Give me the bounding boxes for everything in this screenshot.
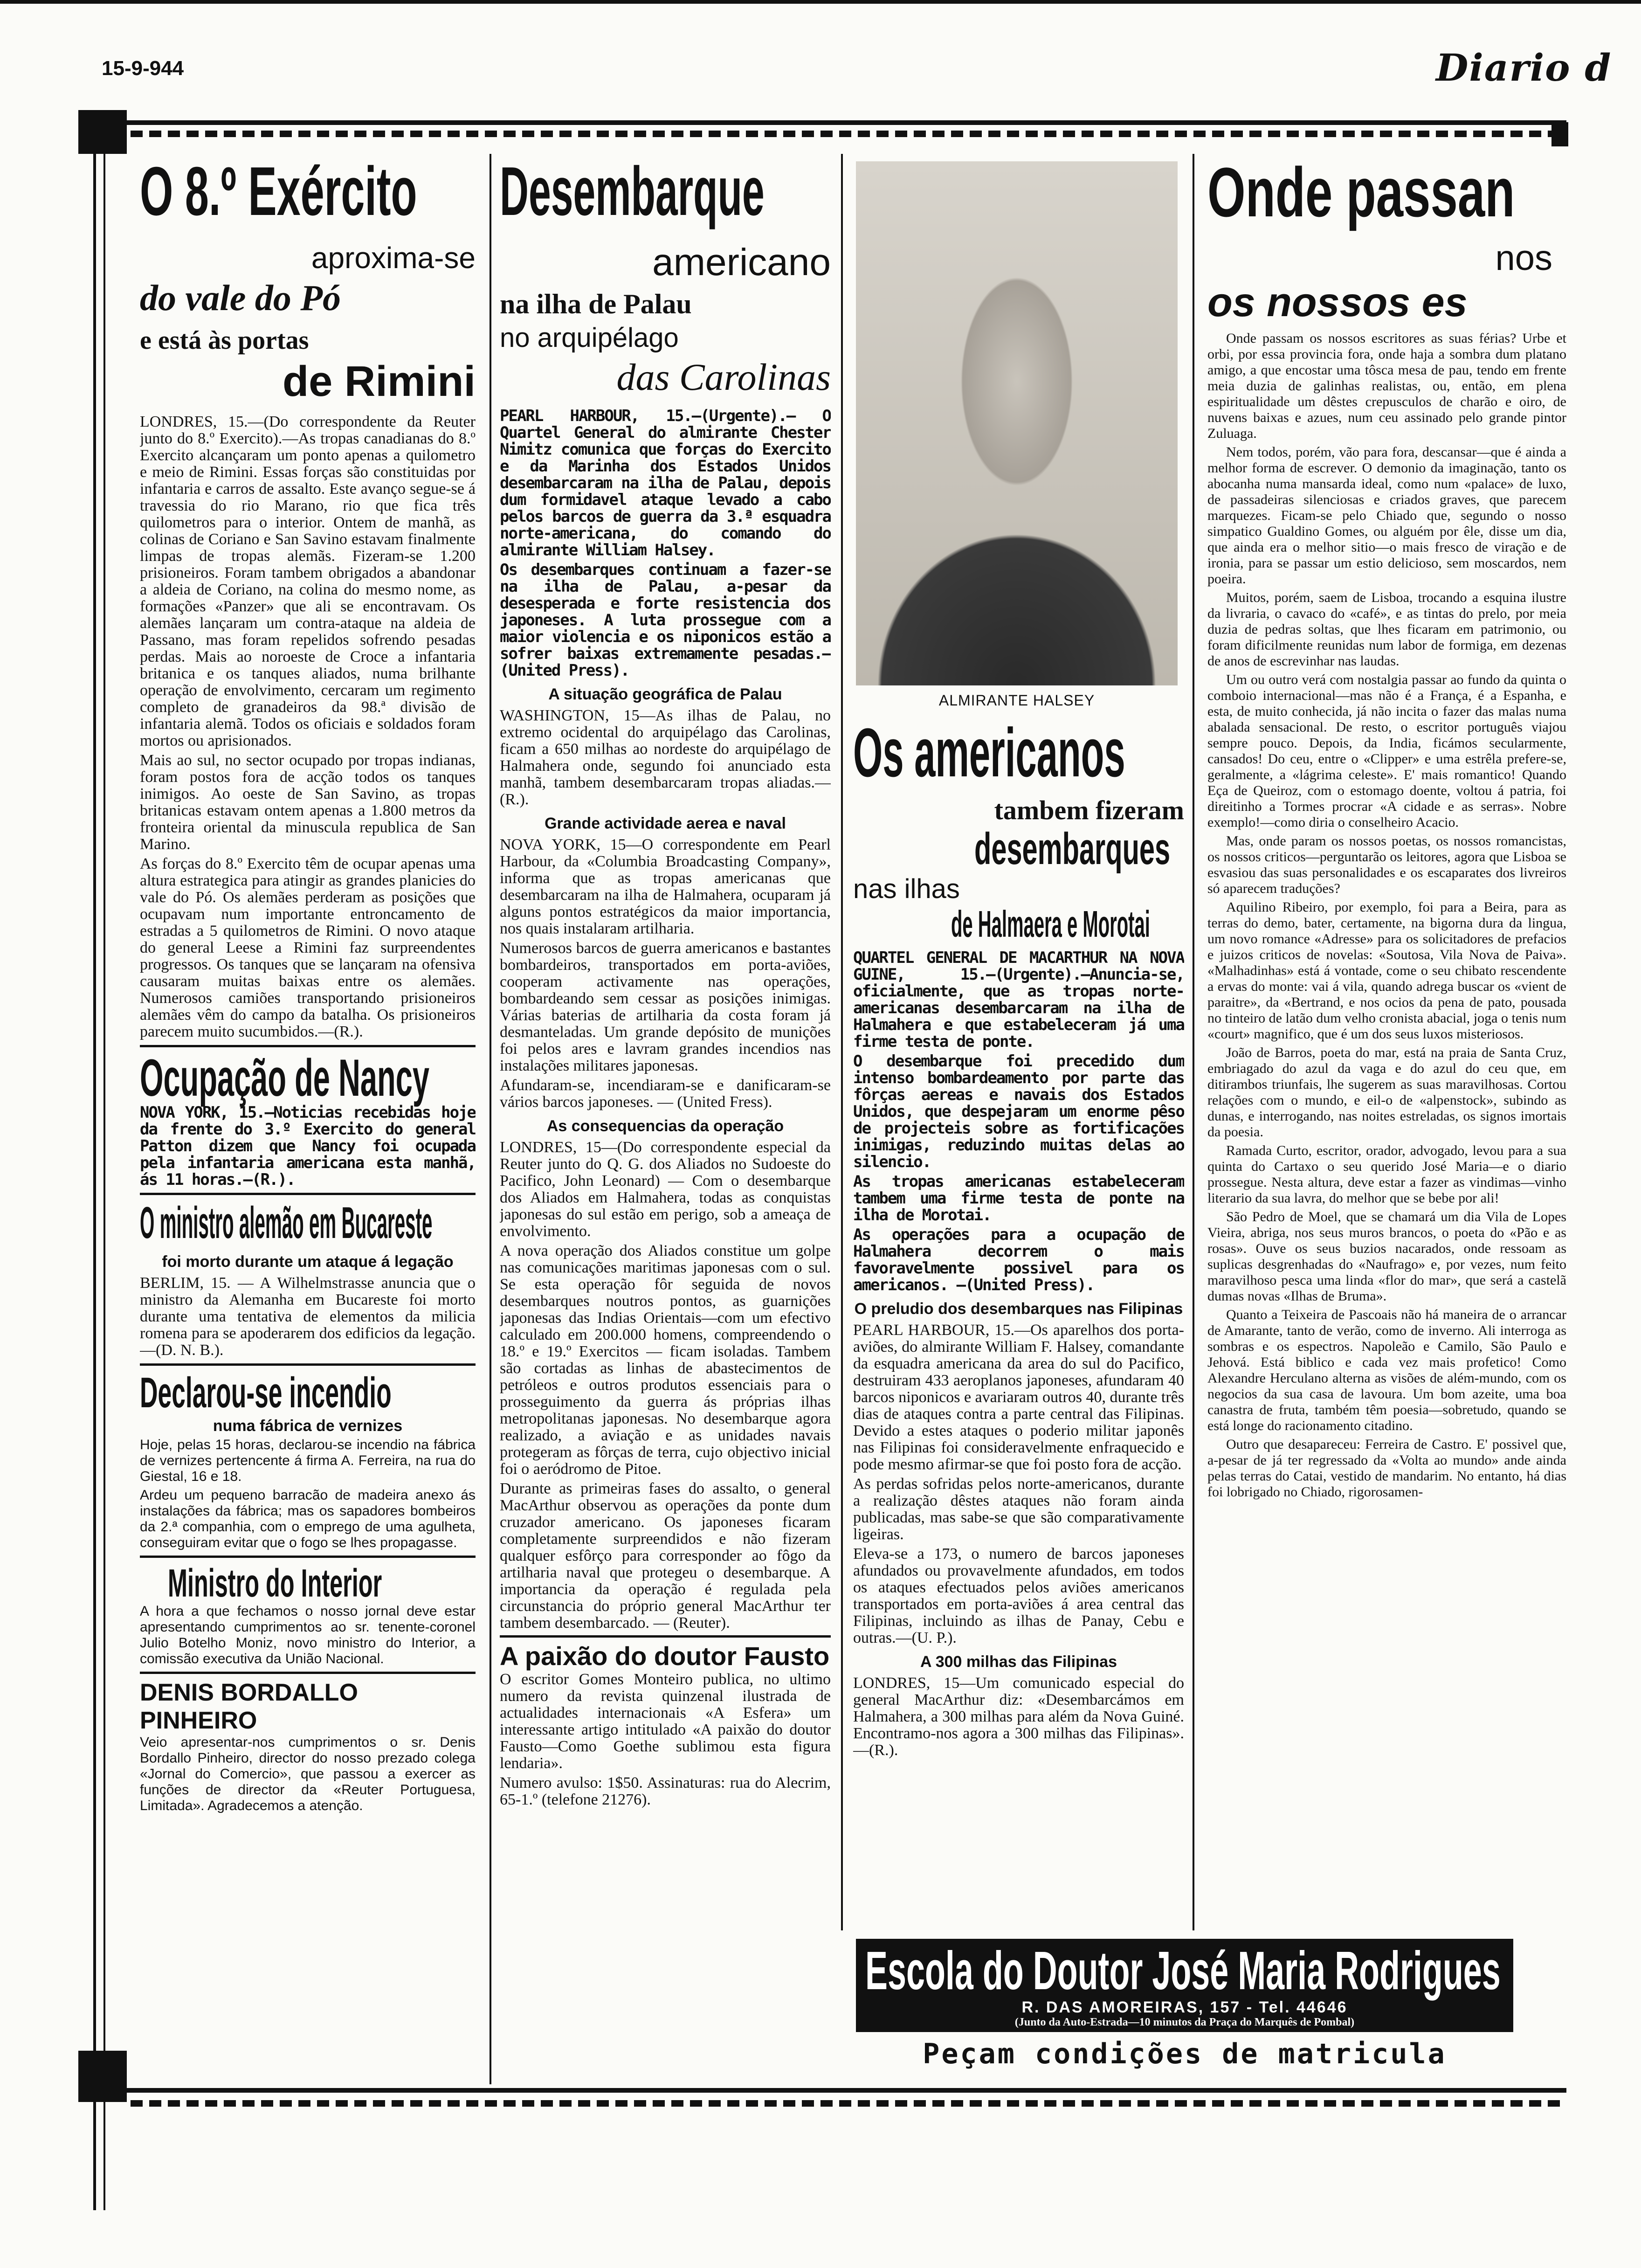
article-americans-p1: QUARTEL GENERAL DE MACARTHUR NA NOVA GUINE, 15.—(Urgente).—Anuncia-se, oficialmente, que as tropas norte-americanas desembarcaram na ilha de Halmahera e que estabeleceram já uma firme testa de ponte.	[853, 948, 1184, 1051]
page-date: 15-9-944	[102, 57, 184, 80]
divider-interior	[140, 1556, 476, 1558]
subhead-americano: americano	[652, 241, 831, 284]
article-preludio-p2: As perdas sofridas pelos norte-americanos, durante a realização dêstes ataques não foram ainda publicadas, mas sabe-se que são comparativamente ligeiras.	[853, 1475, 1184, 1543]
left-frame-line-2	[103, 154, 105, 2210]
admiral-halsey-photo	[856, 161, 1178, 685]
headline-denis: DENIS BORDALLO PINHEIRO	[140, 1679, 358, 1734]
subhead-desembarques: desembarques	[974, 824, 1171, 874]
article-preludio-p3: Eleva-se a 173, o numero de barcos japoneses afundados ou provavelmente afundados, em todos os ataques efectuados pelos aviões americanos transportados em porta-aviões á area central das Filipinas, incluindo as ilhas de Panay, Cebu e outras.—(U. P.).	[853, 1545, 1184, 1646]
article-writers-paragraph: Outro que desapareceu: Ferreira de Castro. E' possivel que, a-pesar de já ter regressado da «Volta ao mundo» ande ainda pelas terras do Catai, vestido de mandarim. No entanto, há dias foi lobrigado no Chiado, rigorosamen-	[1207, 1437, 1566, 1500]
headline-minister-bucharest: O ministro alemão em Bucareste	[140, 1198, 433, 1248]
article-americans-p4: As operações para a ocupação de Halmahera decorrem o mais favoravelmente possivel para os americanos. —(United Press).	[853, 1225, 1184, 1294]
article-cons-p3: Durante as primeiras fases do assalto, o general MacArthur observou as operações da ponte dum cruzador americano. Os japoneses ficaram completamente surpreendidos e não fizeram qualquer esfôrço para corresponder ao fôgo da artilharia naval que protegeu o desembarque. A importancia da operação é regulada pela circunstancia do próprio general MacArthur ter tambem desembarcado. — (Reuter).	[500, 1480, 831, 1632]
column-divider-1	[490, 154, 491, 2084]
article-writers-paragraph: Ramada Curto, escritor, orador, advogado, levou para a sua quinta do Cartaxo o seu querido José Maria—e o diario prossegue. Nesta altura, deve estar a fazer as vindimas—vinho literario da sua lavra, do melhor que se bebe por ali!	[1207, 1143, 1566, 1206]
column-divider-3	[1193, 154, 1194, 1930]
ad-address: R. DAS AMOREIRAS, 157 - Tel. 44646	[1021, 1998, 1348, 2016]
headline-onde-passam: Onde passan	[1207, 154, 1515, 231]
subhead-rimini: de Rimini	[282, 358, 476, 405]
top-border-rule	[0, 0, 1641, 4]
article-air-p3: Afundaram-se, incendiaram-se e danificaram-se vários barcos japoneses. — (United Fress).	[500, 1077, 831, 1111]
article-writers-paragraph: João de Barros, poeta do mar, está na praia de Santa Cruz, embriagado do azul da vaga e do azul do ceu que, em ditirambos triunfais, lhe sugerem as suas maravilhosas. Cortou relações com o mundo, e eil-o de «alpenstock», subindo as dunas, e interrogando, nas noites estreladas, os signos imortais da poesia.	[1207, 1045, 1566, 1140]
subhead-arquipelago: no arquipélago	[500, 323, 679, 353]
ad-title: Escola do Doutor José Maria Rodrigues	[865, 1940, 1501, 2001]
left-frame-line	[93, 154, 96, 2210]
divider-nancy	[140, 1045, 476, 1047]
right-margin-block-top	[1551, 122, 1568, 146]
subhead-300-milhas: A 300 milhas das Filipinas	[920, 1653, 1117, 1671]
column-2	[500, 154, 831, 2084]
article-writers-paragraph: Onde passam os nossos escritores as suas férias? Urbe et orbi, por essa provincia fora, onde haja a sombra dum platano amigo, a que encostar uma tôsca mesa de pau, tendo em frente meia duzia de galinhas realistas, ou, então, em plena espiritualidade um dêstes crepusculos de charão e oiro, de nuvens baixas e azues, num ceu assinado pelo grande pintor Zuluaga.	[1207, 331, 1566, 441]
article-8th-army-p1: LONDRES, 15.—(Do correspondente da Reuter junto do 8.º Exercito).—As tropas canadianas do 8.º Exercito alcançaram um ponto apenas a quilometro e meio de Rimini. Essas forças são constituidas por infantaria e carros de assalto. Este avanço segue-se á travessia do rio Marano, rio que fica três quilometros para o interior. Ontem de manhã, as colinas de Coriano e San Savino estavam finalmente limpas de tropas alemãs. Fizeram-se 1.200 prisioneiros. Foram tambem obrigados a abandonar a aldeia de Coriano, na colina do mesmo nome, as formações «Panzer» que ali se encontravam. Os alemães lançaram um contra-ataque na aldeia de Passano, mas foram repelidos sofrendo pesadas perdas. Mais ao noroeste de Croce a infantaria britanica e os tanques aliados, numa brilhante operação de envolvimento, cercaram um regimento completo de granadeiros da 98.ª divisão de infantaria alemã. Todos os oficiais e soldados foram mortos ou aprisionados.	[140, 413, 476, 749]
subhead-tambem: tambem fizeram	[994, 795, 1184, 825]
headline-nancy: Ocupação de Nancy	[140, 1049, 429, 1107]
divider-fire	[140, 1363, 476, 1366]
article-writers-paragraph: Mas, onde param os nossos poetas, os nossos romancistas, os nossos criticos—perguntarão os leitores, agora que Lisboa se esvasiou das suas personalidades e os escaparates dos livreiros só aparecem traduções?	[1207, 833, 1566, 896]
bottom-dashed-rule	[131, 2100, 1566, 2107]
article-interior: A hora a que fechamos o nosso jornal deve estar apresentando cumprimentos ao sr. tenente-coronel Julio Botelho Moniz, novo ministro do Interior, a comissão executiva da União Nacional.	[140, 1604, 476, 1666]
headline-8th-army: O 8.º Exército	[140, 154, 417, 230]
subhead-palau: na ilha de Palau	[500, 289, 692, 319]
subhead-air-naval: Grande actividade aerea e naval	[545, 815, 786, 832]
ad-note: (Junto da Auto-Estrada—10 minutos da Praça do Marquês de Pombal)	[1014, 2016, 1355, 2028]
article-cons-p2: A nova operação dos Aliados constitue um golpe nas comunicações maritimas japonesas com o sul. Se esta operação fôr seguida de novos desembarques noutros pontos, as guarnições japonesas das Indias Orientais—com um efectivo calculado em 200.000 homens, compreendendo o 18.º e 19.º Exercitos — ficam isoladas. Tambem são cortadas as linhas de abastecimentos de petróleos e outros produtos essenciais para o prosseguimento da guerra ás próprias ilhas metropolitanas japonesas. No desembarque agora realizado, a aviação e as unidades navais protegeram as fôrças de terra, cujo objectivo inicial foi o aeródromo de Pitoe.	[500, 1242, 831, 1478]
subhead-vale-po: do vale do Pó	[140, 277, 341, 318]
subhead-nossos-escritores: os nossos es	[1207, 279, 1468, 325]
school-advertisement	[856, 1939, 1513, 2032]
article-cons-p1: LONDRES, 15—(Do correspondente especial da Reuter junto do Q. G. dos Aliados no Sudoeste do Pacifico, John Leonard) — Com o desembarque dos Aliados em Halmahera, todas as conquistas japonesas do sul estão em perigo, sob a ameaça de envolvimento.	[500, 1139, 831, 1240]
column-divider-2	[841, 154, 843, 1930]
subhead-minister: foi morto durante um ataque á legação	[162, 1253, 454, 1271]
article-writers-paragraph: São Pedro de Moel, que se chamará um dia Vila de Lopes Vieira, abriga, nos seus muros brancos, o poeta do «Pão e as rosas». Ouve os seus buzios nacarados, onde ressoam as suplicas desgrenhadas do «Naufrago» e, por vezes, num feito maravilhoso pesca uma linda «flor do mar», que será a castelã dumas novas «Ilhas de Bruma».	[1207, 1209, 1566, 1304]
article-palau-p1: PEARL HARBOUR, 15.—(Urgente).— O Quartel General do almirante Chester Nimitz comunica que forças do Exercito e da Marinha dos Estados Unidos desembarcaram na ilha de Palau, depois dum formidavel ataque levado a cabo pelos barcos de guerra da 3.ª esquadra norte-americana, do comando do almirante William Halsey.	[500, 407, 831, 560]
article-writers-paragraph: Muitos, porém, saem de Lisboa, trocando a esquina ilustre da livraria, o cavaco do «café», e as tintas do prelo, por meia duzia de pedras soltas, que lhes ficaram em patrimonio, ou foram dificilmente reunidas num labor de formiga, em dezenas de anos de escrevinhar nas laudas.	[1207, 590, 1566, 669]
divider-faust	[500, 1635, 831, 1638]
header-dashed-rule	[131, 131, 1566, 137]
subhead-portas: e está às portas	[140, 326, 309, 355]
left-margin-block-top	[78, 110, 127, 154]
article-writers-paragraph: Nem todos, porém, vão para fora, descansar—que é ainda a melhor forma de escrever. O demonio da imaginação, tanto os abocanha numa mansarda ideal, como num «palace» de luxo, de passadeiras silenciosas e criados graves, que parecem marquezes. Ficam-se pelo Chiado que, segundo o nosso simpatico Gualdino Gomes, ou alguém por êle, disse um dia, que ainda era o melhor sitio—o mais fresco de viração e de ironia, para se passar um estio delicioso, sem moscardos, nem poeira.	[1207, 444, 1566, 587]
article-writers-paragraph: Quanto a Teixeira de Pascoais não há maneira de o arrancar de Amarante, tanto de verão, como de inverno. Ali interroga as sombras e os espectros. Napoleão e Camilo, São Paulo e Jehová. Está biblico e cada vez mais profetico! Como Alexandre Herculano alterna as visões de além-mundo, com os negocios da sua casa de lavoura. Um bom azeite, uma boa canastra de fruta, também têm poesia—sobretudo, quando se está longe do racionamento citadino.	[1207, 1307, 1566, 1433]
subhead-geo: A situação geográfica de Palau	[548, 685, 782, 703]
headline-americans: Os americanos	[853, 718, 1125, 791]
subhead-halmaera: de Halmaera e Morotai	[951, 903, 1150, 945]
article-americans-p3: As tropas americanas estabeleceram tambem uma firme testa de ponte na ilha de Morotai.	[853, 1172, 1184, 1224]
article-8th-army-p3: As forças do 8.º Exercito têm de ocupar apenas uma altura estrategica para atingir as grandes planicies do vale do Pó. Os alemães perderam as posições que ocupavam num importante entroncamento de estradas a 5 quilometros de Rimini. O novo ataque do general Leese a Rimini faz surpreendentes progressos. Os tanques que se lançaram na ofensiva causaram muitas baixas entre os alemães. Numerosos camiões transportando prisioneiros alemães vêm do campo da batalha. Os prisioneiros parecem muito sucumbidos.—(R.).	[140, 855, 476, 1040]
article-preludio-p1: PEARL HARBOUR, 15.—Os aparelhos dos porta-aviões, do almirante William F. Halsey, comandante da esquadra americana da area do sul do Pacifico, destruiram 433 aeroplanos japoneses, afundaram 40 barcos niponicos e avariaram outros 40, durante três dias de ataques contra a parte central das Filipinas. Devido a estes ataques o poderio militar japonês nas Filipinas foi consideravelmente enfraquecido e pode mesmo afirmar-se que foi posto fora de acção.	[853, 1321, 1184, 1473]
headline-faust: A paixão do doutor Fausto	[500, 1641, 830, 1671]
article-palau-p2: Os desembarques continuam a fazer-se na ilha de Palau, a-pesar da desesperada e forte resistencia dos japoneses. A luta prossegue com a maior violencia e os niponicos estão a sofrer baixas extremamente pesadas.— (United Press).	[500, 560, 831, 680]
article-nancy: NOVA YORK, 15.—Noticias recebidas hoje da frente do 3.º Exercito do general Patton dizem que Nancy foi ocupada pela infantaria americana esta manhã, ás 11 horas.—(R.).	[140, 1103, 476, 1189]
left-margin-block-bottom	[78, 2051, 127, 2102]
subhead-fire: numa fábrica de vernizes	[213, 1417, 403, 1435]
subhead-ilhas: nas ilhas	[853, 874, 960, 904]
article-8th-army-p2: Mais ao sul, no sector ocupado por tropas indianas, foram postos fora de acção todos os tanques inimigos. Ao oeste de San Savino, as tropas britanicas estavam ontem apenas a 1.800 metros da fronteira oriental da minuscula republica de San Marino.	[140, 752, 476, 853]
article-faust-p1: O escritor Gomes Monteiro publica, no ultimo numero da revista quinzenal ilustrada de actualidades internacionais «A Esfera» um interessante artigo intitulado «A paixão do doutor Fausto—Como Goethe sublimou esta figura lendaria».	[500, 1671, 831, 1772]
article-300-milhas: LONDRES, 15—Um comunicado especial do general MacArthur diz: «Desembarcámos em Halmahera, a 300 milhas para além da Nova Guiné. Encontramo-nos agora a 300 milhas das Filipinas».—(R.).	[853, 1674, 1184, 1759]
article-minister: BERLIM, 15. — A Wilhelmstrasse anuncia que o ministro da Alemanha em Bucareste foi morto durante uma tentativa de elementos da milicia romena para se apoderarem dos edificios da legação.—(D. N. B.).	[140, 1274, 476, 1359]
article-air-p1: NOVA YORK, 15—O correspondente em Pearl Harbour, da «Columbia Broadcasting Company», informa que as tropas americanas que desembarcaram na ilha de Halmahera, ocuparam já alguns pontos estratégicos da maior importancia, nos quais instalaram artilharia.	[500, 836, 831, 937]
article-writers-paragraph: Aquilino Ribeiro, por exemplo, foi para a Beira, para as terras do demo, bater, certamente, na bigorna dura da lingua, um novo romance «Adresse» para os solicitadores de prefacios e juizos criticos de novelas: «Soutosa, Vila Nova de Paiva». «Malhadinhas» está á vontade, come o seu chibato rescendente a ervas do monte: vai á vila, quando adrega buscar os «vient de paraitre», da «Bertrand, e nos ocios da pena de pato, pousada no tinteiro de latão dum velho cronista abacial, joga o tenis num «court» magnifico, que é um dos seus luxos misteriosos.	[1207, 899, 1566, 1042]
masthead-title: Diario d	[1436, 46, 1612, 90]
divider-denis	[140, 1672, 476, 1674]
article-writers-paragraph: Um ou outro verá com nostalgia passar ao fundo da quinta o comboio internacional—mas não é a França, é a Espanha, e esta, de muito conhecida, já não incita o fazer das malas numa abalada sensacional. De resto, o escritor português viajou sempre pouco. Depois, da India, ficámos secularmente, cansados! Do ceu, entre o «Clipper» e uma estrêla prefere-se, geralmente, a «lágrima celeste». E' mais romantico! Quando Eça de Queiroz, com o estomago doente, voltou á patria, foi direitinho a Tormes procrar «A cidade e as serras». Nobre exemplo!—como diria o conselheiro Acacio.	[1207, 672, 1566, 830]
article-air-p2: Numerosos barcos de guerra americanos e bastantes bombardeiros, transportados em porta-aviões, cooperam activamente nas operações, bombardeando sem cessar as posições inimigas. Várias baterias de artilharia da costa foram já desmanteladas. Um grande depósito de munições foi pelos ares e lavram grandes incendios nas instalações militares japonesas.	[500, 940, 831, 1074]
subhead-preludio: O preludio dos desembarques nas Filipinas	[854, 1300, 1183, 1318]
ad-call-to-action: Peçam condições de matricula	[923, 2038, 1447, 2070]
header-rule	[93, 120, 1566, 125]
subhead-consequences: As consequencias da operação	[546, 1117, 784, 1135]
column-1	[140, 154, 476, 2084]
column-3	[853, 718, 1184, 1930]
subhead-carolinas: das Carolinas	[616, 356, 831, 398]
article-fire-p1: Hoje, pelas 15 horas, declarou-se incendio na fábrica de vernizes pertencente á firma A. Ferreira, na rua do Giestal, 16 e 18.	[140, 1437, 476, 1484]
article-americans-p2: O desembarque foi precedido dum intenso bombardeamento por parte das fôrças aereas e navais dos Estados Unidos, que despejaram um enorme pêso de projecteis sobre as fortificações inimigas, reduzindo muitas delas ao silencio.	[853, 1052, 1184, 1171]
subhead-nos: nos	[1495, 238, 1552, 278]
column-4	[1207, 154, 1580, 1930]
divider-minister	[140, 1193, 476, 1195]
photo-caption: ALMIRANTE HALSEY	[938, 692, 1095, 709]
headline-landing: Desembarque	[500, 154, 765, 230]
bottom-rule	[93, 2088, 1566, 2093]
article-faust-p2: Numero avulso: 1$50. Assinaturas: rua do Alecrim, 65-1.º (telefone 21276).	[500, 1774, 831, 1808]
article-denis: Veio apresentar-nos cumprimentos o sr. Denis Bordallo Pinheiro, director do nosso prezado colega «Jornal do Comercio», que passou a exercer as funções de director da «Reuter Portuguesa, Limitada». Agradecemos a atenção.	[140, 1735, 476, 1813]
article-fire-p2: Ardeu um pequeno barracão de madeira anexo ás instalações da fábrica; mas os sapadores bombeiros da 2.ª companhia, com o emprego de uma agulheta, conseguiram evitar que o fogo se lhes propagasse.	[140, 1487, 476, 1550]
headline-fire: Declarou-se incendio	[140, 1369, 392, 1417]
subhead-aproxima: aproxima-se	[311, 241, 476, 275]
headline-interior: Ministro do Interior	[168, 1561, 382, 1605]
article-geo: WASHINGTON, 15—As ilhas de Palau, no extremo ocidental do arquipélago das Carolinas, ficam a 650 milhas ao nordeste do arquipélago de Halmahera onde, segundo foi anunciado esta manhã, tambem desembarcaram tropas aliadas.—(R.).	[500, 707, 831, 808]
